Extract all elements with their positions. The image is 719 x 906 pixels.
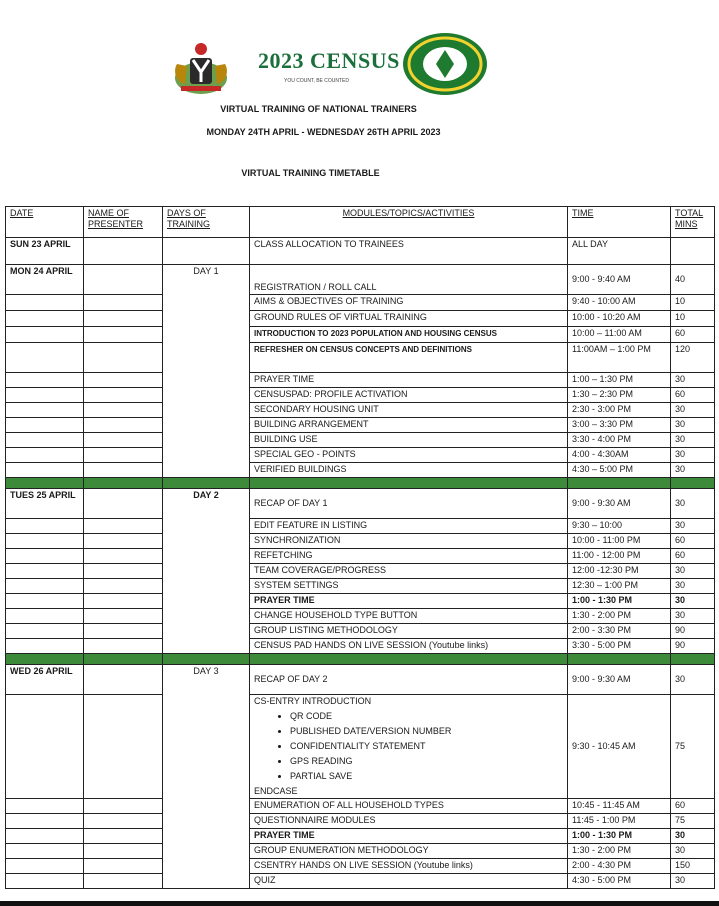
module-cell: SPECIAL GEO - POINTS — [250, 448, 568, 463]
table-row — [6, 579, 715, 594]
table-row — [6, 519, 715, 534]
mins-cell: 90 — [671, 624, 715, 639]
module-cell: CHANGE HOUSEHOLD TYPE BUTTON — [250, 609, 568, 624]
census-tagline: YOU COUNT, BE COUNTED — [284, 78, 350, 84]
time-cell: ALL DAY — [568, 238, 671, 265]
mins-cell: 30 — [671, 609, 715, 624]
module-cell: ENUMERATION OF ALL HOUSEHOLD TYPES — [250, 799, 568, 814]
mins-cell: 30 — [671, 829, 715, 844]
mins-cell: 30 — [671, 433, 715, 448]
module-cell: AIMS & OBJECTIVES OF TRAINING — [250, 295, 568, 311]
module-cell: TEAM COVERAGE/PROGRESS — [250, 564, 568, 579]
table-row — [6, 403, 715, 418]
column-header-mins: TOTAL MINS — [671, 207, 715, 238]
time-cell: 12:00 -12:30 PM — [568, 564, 671, 579]
module-cell: REGISTRATION / ROLL CALL — [250, 265, 568, 295]
table-row — [6, 327, 715, 343]
date-cell: SUN 23 APRIL — [6, 238, 84, 265]
module-cell: EDIT FEATURE IN LISTING — [250, 519, 568, 534]
column-header-date: DATE — [6, 207, 84, 238]
day-label-cell: DAY 2 — [163, 489, 250, 654]
mins-cell: 30 — [671, 403, 715, 418]
table-row — [6, 609, 715, 624]
time-cell: 10:00 - 11:00 PM — [568, 534, 671, 549]
table-row — [6, 489, 715, 519]
time-cell: 1:30 - 2:00 PM — [568, 844, 671, 859]
module-cell: PRAYER TIME — [250, 594, 568, 609]
module-cell: GROUP ENUMERATION METHODOLOGY — [250, 844, 568, 859]
time-cell: 9:00 - 9:30 AM — [568, 489, 671, 519]
column-header-time: TIME — [568, 207, 671, 238]
mins-cell: 40 — [671, 265, 715, 295]
time-cell: 1:00 - 1:30 PM — [568, 829, 671, 844]
time-cell: 9:30 – 10:00 — [568, 519, 671, 534]
module-cell: REFRESHER ON CENSUS CONCEPTS AND DEFINITIONS — [250, 343, 568, 373]
date-cell: MON 24 APRIL — [6, 265, 84, 295]
presenter-cell — [84, 665, 163, 695]
module-cell — [250, 695, 568, 799]
mins-cell — [671, 238, 715, 265]
mins-cell: 30 — [671, 594, 715, 609]
module-cell: PRAYER TIME — [250, 829, 568, 844]
column-header-days: DAYS OF TRAINING — [163, 207, 250, 238]
days-cell — [163, 238, 250, 265]
module-cell: CENSUS PAD HANDS ON LIVE SESSION (Youtube links) — [250, 639, 568, 654]
module-cell: PRAYER TIME — [250, 373, 568, 388]
list-item: • PUBLISHED DATE/VERSION NUMBER — [290, 724, 563, 739]
time-cell: 9:40 - 10:00 AM — [568, 295, 671, 311]
time-cell: 11:00AM – 1:00 PM — [568, 343, 671, 373]
module-cell: BUILDING ARRANGEMENT — [250, 418, 568, 433]
table-row — [6, 665, 715, 695]
mins-cell: 30 — [671, 373, 715, 388]
table-row — [6, 799, 715, 814]
module-cell: BUILDING USE — [250, 433, 568, 448]
list-item: • QR CODE — [290, 709, 563, 724]
table-row — [6, 418, 715, 433]
mins-cell: 75 — [671, 695, 715, 799]
document-title: VIRTUAL TRAINING OF NATIONAL TRAINERS — [220, 104, 417, 114]
day-label-cell: DAY 1 — [163, 265, 250, 478]
module-cell: VERIFIED BUILDINGS — [250, 463, 568, 478]
csentry-title: CS-ENTRY INTRODUCTION — [254, 696, 372, 706]
table-row — [6, 829, 715, 844]
table-row — [6, 814, 715, 829]
time-cell: 10:00 – 11:00 AM — [568, 327, 671, 343]
table-row — [6, 594, 715, 609]
module-cell: CENSUSPAD: PROFILE ACTIVATION — [250, 388, 568, 403]
mins-cell: 60 — [671, 327, 715, 343]
mins-cell: 10 — [671, 295, 715, 311]
day-label-cell: DAY 3 — [163, 665, 250, 889]
day-separator — [6, 478, 715, 489]
mins-cell: 30 — [671, 463, 715, 478]
column-header-presenter: NAME OF PRESENTER — [84, 207, 163, 238]
time-cell: 11:00 - 12:00 PM — [568, 549, 671, 564]
bottom-edge-bar — [0, 901, 719, 906]
presenter-cell — [84, 489, 163, 519]
table-row — [6, 265, 715, 295]
time-cell: 1:00 – 1:30 PM — [568, 373, 671, 388]
module-cell: CSENTRY HANDS ON LIVE SESSION (Youtube links) — [250, 859, 568, 874]
mins-cell: 90 — [671, 639, 715, 654]
module-cell: REFETCHING — [250, 549, 568, 564]
module-cell: SYSTEM SETTINGS — [250, 579, 568, 594]
time-cell: 1:00 - 1:30 PM — [568, 594, 671, 609]
time-cell: 4:30 - 5:00 PM — [568, 874, 671, 889]
module-cell: CLASS ALLOCATION TO TRAINEES — [250, 238, 568, 265]
module-cell: SYNCHRONIZATION — [250, 534, 568, 549]
table-row — [6, 859, 715, 874]
date-cell: WED 26 APRIL — [6, 665, 84, 695]
table-row — [6, 448, 715, 463]
table-row — [6, 874, 715, 889]
table-row — [6, 433, 715, 448]
table-row — [6, 549, 715, 564]
mins-cell: 30 — [671, 665, 715, 695]
mins-cell: 30 — [671, 874, 715, 889]
presenter-cell — [84, 265, 163, 295]
table-row — [6, 238, 715, 265]
list-item: • GPS READING — [290, 754, 563, 769]
coat-of-arms-icon — [163, 38, 239, 98]
module-cell: RECAP OF DAY 2 — [250, 665, 568, 695]
module-cell: SECONDARY HOUSING UNIT — [250, 403, 568, 418]
date-cell: TUES 25 APRIL — [6, 489, 84, 519]
time-cell: 2:00 - 3:30 PM — [568, 624, 671, 639]
table-header-row — [6, 207, 715, 238]
time-cell: 11:45 - 1:00 PM — [568, 814, 671, 829]
mins-cell: 30 — [671, 418, 715, 433]
table-row — [6, 295, 715, 311]
table-row — [6, 373, 715, 388]
time-cell: 2:30 - 3:00 PM — [568, 403, 671, 418]
time-cell: 1:30 - 2:00 PM — [568, 609, 671, 624]
table-row — [6, 534, 715, 549]
module-cell: QUESTIONNAIRE MODULES — [250, 814, 568, 829]
mins-cell: 60 — [671, 534, 715, 549]
table-row — [6, 695, 715, 799]
table-row — [6, 639, 715, 654]
mins-cell: 30 — [671, 448, 715, 463]
table-row — [6, 463, 715, 478]
census-logo-text: 2023 CENSUS — [258, 48, 400, 73]
module-cell: GROUP LISTING METHODOLOGY — [250, 624, 568, 639]
census-logo — [258, 44, 400, 92]
time-cell: 1:30 – 2:30 PM — [568, 388, 671, 403]
module-cell: GROUND RULES OF VIRTUAL TRAINING — [250, 311, 568, 327]
module-cell: QUIZ — [250, 874, 568, 889]
column-header-modules: MODULES/TOPICS/ACTIVITIES — [250, 207, 568, 238]
presenter-cell — [84, 238, 163, 265]
mins-cell: 120 — [671, 343, 715, 373]
timetable-title: VIRTUAL TRAINING TIMETABLE — [241, 168, 380, 178]
mins-cell: 30 — [671, 564, 715, 579]
module-cell: INTRODUCTION TO 2023 POPULATION AND HOUSING CENSUS — [250, 327, 568, 343]
day-separator — [6, 654, 715, 665]
time-cell: 9:00 - 9:40 AM — [568, 265, 671, 295]
time-cell: 4:00 - 4:30AM — [568, 448, 671, 463]
list-item: • CONFIDENTIALITY STATEMENT — [290, 739, 563, 754]
time-cell: 4:30 – 5:00 PM — [568, 463, 671, 478]
time-cell: 12:30 – 1:00 PM — [568, 579, 671, 594]
list-item: • PARTIAL SAVE — [290, 769, 563, 784]
timetable-table — [5, 206, 715, 889]
mins-cell: 10 — [671, 311, 715, 327]
csentry-end: ENDCASE — [254, 786, 298, 796]
time-cell: 10:00 - 10:20 AM — [568, 311, 671, 327]
table-row — [6, 564, 715, 579]
mins-cell: 150 — [671, 859, 715, 874]
logo-banner — [0, 30, 719, 100]
time-cell: 3:30 - 4:00 PM — [568, 433, 671, 448]
table-row — [6, 844, 715, 859]
mins-cell: 30 — [671, 489, 715, 519]
time-cell: 10:45 - 11:45 AM — [568, 799, 671, 814]
commission-seal-icon — [402, 32, 488, 96]
time-cell: 3:00 – 3:30 PM — [568, 418, 671, 433]
table-row — [6, 624, 715, 639]
mins-cell: 30 — [671, 519, 715, 534]
module-cell: RECAP OF DAY 1 — [250, 489, 568, 519]
time-cell: 2:00 - 4:30 PM — [568, 859, 671, 874]
table-row — [6, 311, 715, 327]
mins-cell: 60 — [671, 549, 715, 564]
mins-cell: 75 — [671, 814, 715, 829]
mins-cell: 30 — [671, 844, 715, 859]
csentry-bullet-list — [254, 709, 563, 784]
table-row — [6, 388, 715, 403]
time-cell: 9:30 - 10:45 AM — [568, 695, 671, 799]
mins-cell: 30 — [671, 579, 715, 594]
time-cell: 3:30 - 5:00 PM — [568, 639, 671, 654]
document-dates: MONDAY 24TH APRIL - WEDNESDAY 26TH APRIL 2023 — [206, 127, 441, 137]
mins-cell: 60 — [671, 799, 715, 814]
mins-cell: 60 — [671, 388, 715, 403]
time-cell: 9:00 - 9:30 AM — [568, 665, 671, 695]
table-row — [6, 343, 715, 373]
